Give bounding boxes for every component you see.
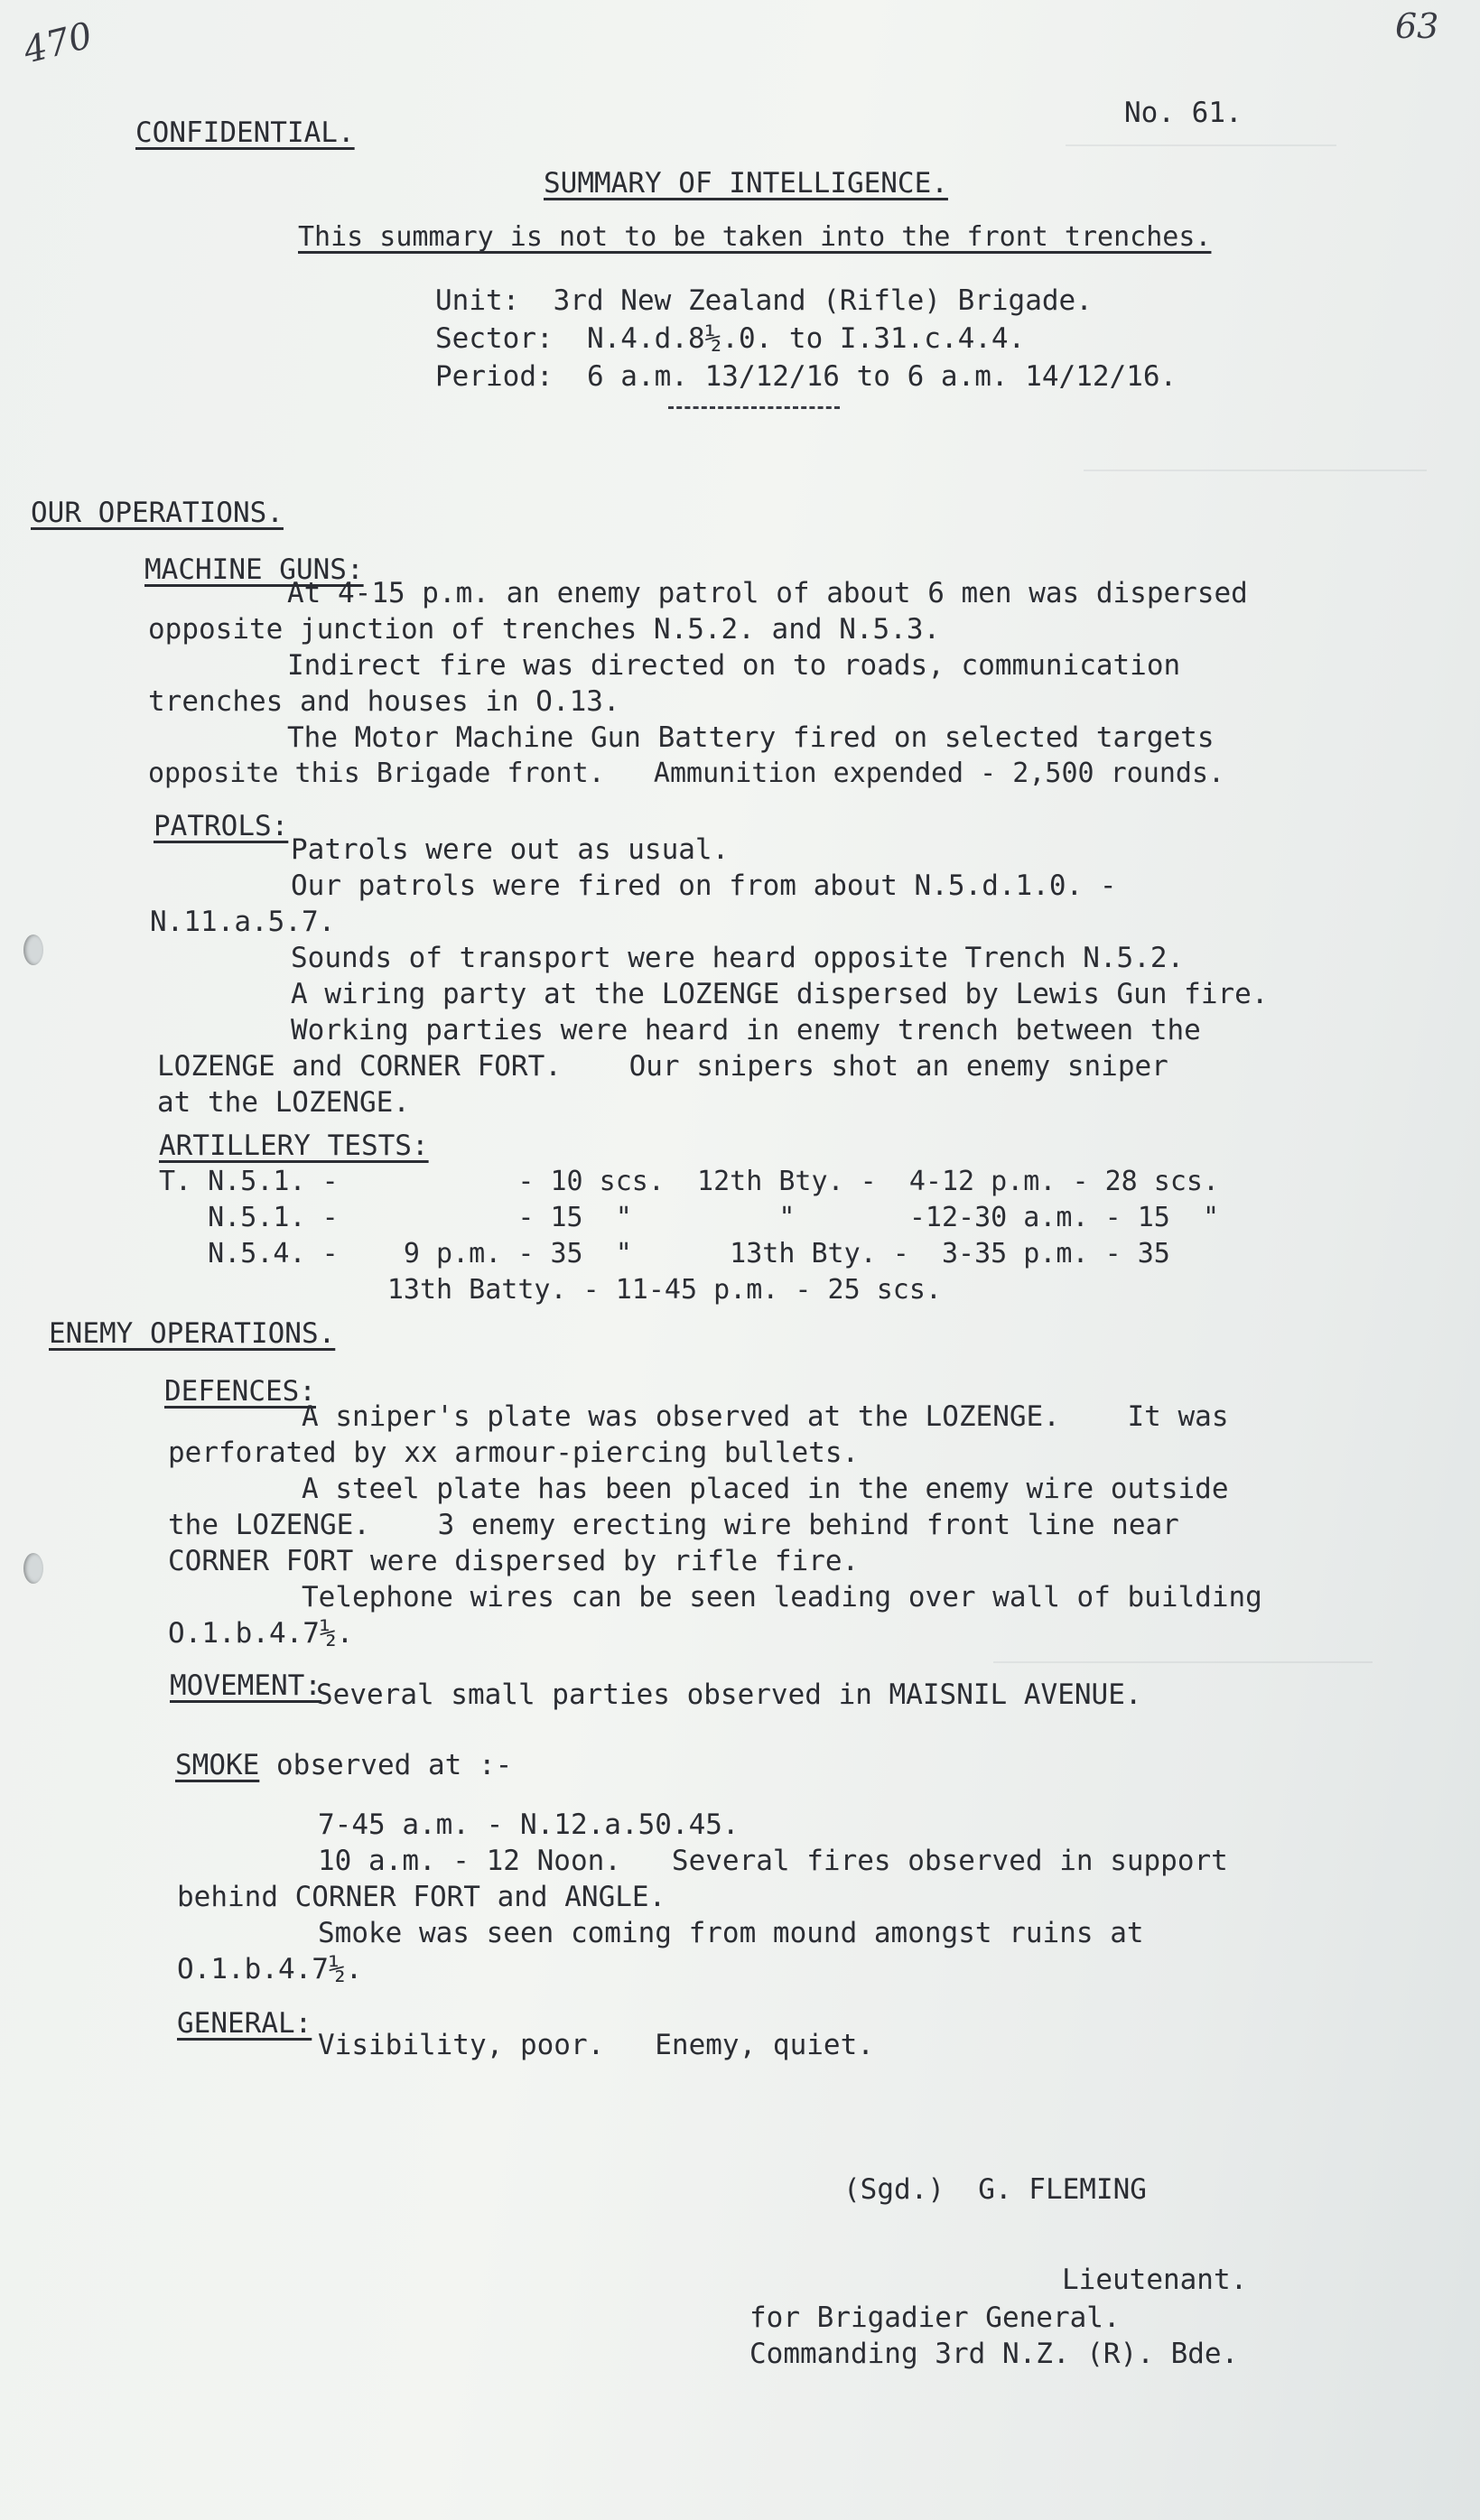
defences-line: A steel plate has been placed in the enemy wire outside — [302, 1473, 1229, 1505]
defences-line: O.1.b.4.7½. — [168, 1617, 354, 1650]
machine-guns-heading: MACHINE GUNS: — [144, 553, 364, 586]
smoke-heading-row — [175, 1749, 513, 1781]
patrols-line: N.11.a.5.7. — [150, 906, 336, 938]
smoke-line: Smoke was seen coming from mound amongst ruins at — [318, 1917, 1144, 1949]
patrols-line: at the LOZENGE. — [157, 1086, 410, 1119]
punch-hole — [23, 935, 43, 965]
defences-line: the LOZENGE. 3 enemy erecting wire behind front line near — [168, 1509, 1179, 1541]
general-line: Visibility, poor. Enemy, quiet. — [318, 2029, 874, 2061]
folio-number-left: 470 — [19, 14, 97, 72]
patrols-heading: PATROLS: — [154, 810, 289, 842]
patrols-line: Sounds of transport were heard opposite Trench N.5.2. — [291, 942, 1185, 974]
smoke-line: behind CORNER FORT and ANGLE. — [177, 1881, 666, 1913]
own-operations-heading: OUR OPERATIONS. — [31, 497, 284, 529]
folio-number-right: 63 — [1395, 6, 1439, 46]
artillery-tests-line: N.5.1. - - 15 " " -12-30 a.m. - 15 " — [159, 1202, 1219, 1233]
machine-guns-line: opposite junction of trenches N.5.2. and N.5.3. — [148, 613, 941, 646]
defences-line: A sniper's plate was observed at the LOZENGE. It was — [302, 1400, 1229, 1433]
smoke-heading-suffix: observed at :- — [259, 1749, 513, 1781]
patrols-line: Working parties were heard in enemy trench between the — [291, 1014, 1201, 1046]
signatory-for: for Brigadier General. — [749, 2301, 1121, 2334]
patrols-line: Patrols were out as usual. — [291, 833, 730, 866]
general-heading: GENERAL: — [177, 2007, 312, 2040]
header-divider — [668, 406, 840, 409]
signatory-rank: Lieutenant. — [1062, 2264, 1248, 2296]
signature-line: (Sgd.) G. FLEMING — [843, 2173, 1147, 2206]
movement-heading: MOVEMENT: — [170, 1669, 321, 1702]
patrols-line: A wiring party at the LOZENGE dispersed by Lewis Gun fire. — [291, 978, 1269, 1010]
handling-notice: This summary is not to be taken into the front trenches. — [298, 221, 1212, 253]
artillery-tests-line: N.5.4. - 9 p.m. - 35 " 13th Bty. - 3-35 p.m. - 35 — [159, 1238, 1170, 1269]
summary-number: No. 61. — [1124, 97, 1243, 129]
defences-line: perforated by xx armour-piercing bullets. — [168, 1437, 860, 1469]
movement-line: Several small parties observed in MAISNIL AVENUE. — [316, 1678, 1142, 1711]
artillery-tests-line: 13th Batty. - 11-45 p.m. - 25 scs. — [159, 1274, 942, 1306]
signatory-command: Commanding 3rd N.Z. (R). Bde. — [749, 2338, 1239, 2370]
bleed-through-mark — [1084, 470, 1427, 471]
artillery-tests-line: T. N.5.1. - - 10 scs. 12th Bty. - 4-12 p.m. - 28 scs. — [159, 1166, 1219, 1197]
machine-guns-line: opposite this Brigade front. Ammunition expended - 2,500 rounds. — [148, 758, 1225, 789]
smoke-line: 10 a.m. - 12 Noon. Several fires observed in support — [318, 1845, 1228, 1877]
smoke-line: O.1.b.4.7½. — [177, 1953, 363, 1985]
unit-line: Unit: 3rd New Zealand (Rifle) Brigade. — [435, 284, 1093, 317]
sector-line: Sector: N.4.d.8½.0. to I.31.c.4.4. — [435, 322, 1026, 355]
defences-line: Telephone wires can be seen leading over wall of building — [302, 1581, 1262, 1613]
bleed-through-mark — [1066, 144, 1336, 146]
artillery-tests-heading: ARTILLERY TESTS: — [159, 1130, 429, 1162]
machine-guns-line: Indirect fire was directed on to roads, communication — [287, 649, 1181, 682]
smoke-line: 7-45 a.m. - N.12.a.50.45. — [318, 1809, 740, 1841]
machine-guns-line: trenches and houses in O.13. — [148, 685, 620, 718]
enemy-operations-heading: ENEMY OPERATIONS. — [49, 1317, 336, 1350]
bleed-through-mark — [993, 1661, 1373, 1663]
defences-heading: DEFENCES: — [164, 1375, 316, 1408]
machine-guns-line: At 4-15 p.m. an enemy patrol of about 6 men was dispersed — [287, 577, 1248, 609]
machine-guns-line: The Motor Machine Gun Battery fired on selected targets — [287, 721, 1215, 754]
punch-hole — [23, 1553, 43, 1584]
period-line: Period: 6 a.m. 13/12/16 to 6 a.m. 14/12/16. — [435, 360, 1177, 393]
document-title: SUMMARY OF INTELLIGENCE. — [544, 167, 948, 200]
smoke-heading: SMOKE — [175, 1749, 260, 1781]
patrols-line: Our patrols were fired on from about N.5.d.1.0. - — [291, 869, 1117, 902]
patrols-line: LOZENGE and CORNER FORT. Our snipers shot an enemy sniper — [157, 1050, 1168, 1083]
confidential-label: CONFIDENTIAL. — [135, 116, 355, 149]
defences-line: CORNER FORT were dispersed by rifle fire. — [168, 1545, 860, 1577]
